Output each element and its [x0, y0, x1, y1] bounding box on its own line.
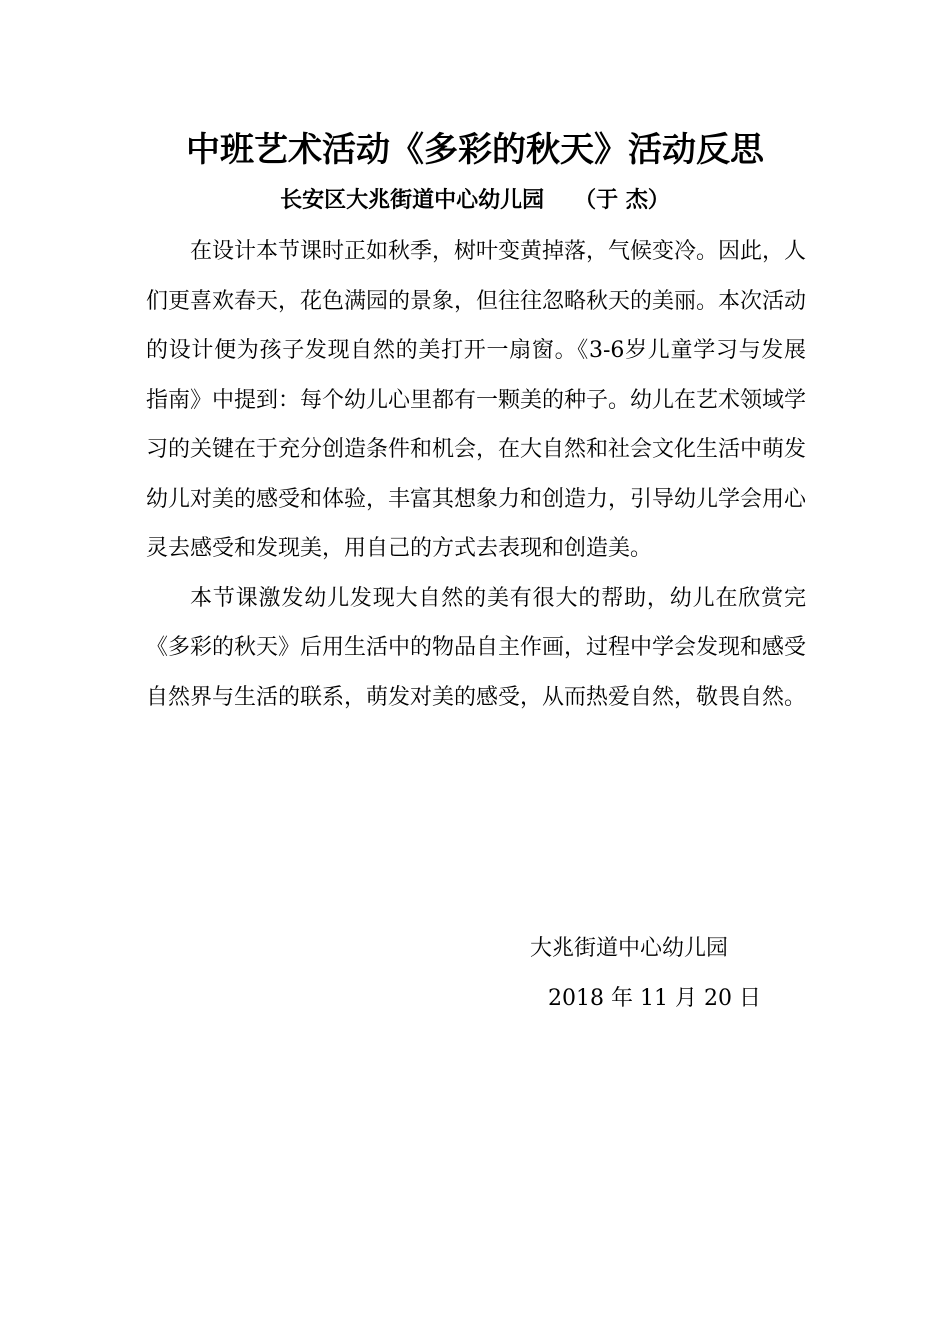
document-body: [146, 227, 806, 722]
subtitle-organization: 长安区大兆街道中心幼儿园: [280, 187, 545, 213]
body-paragraph-2: 本节课激发幼儿发现大自然的美有很大的帮助，幼儿在欣赏完《多彩的秋天》后用生活中的物品自主作画，过程中学会发现和感受自然界与生活的联系，萌发对美的感受，从而热爱自然，敬畏自然。: [146, 585, 807, 710]
signature-organization: 大兆街道中心幼儿园: [530, 936, 729, 961]
signature-block: [500, 924, 800, 1024]
signature-date: 2018 年 11 月 20 日: [548, 986, 761, 1011]
body-paragraph-1: 在设计本节课时正如秋季，树叶变黄掉落，气候变冷。因此，人们更喜欢春天，花色满园的景象，但往往忽略秋天的美丽。本次活动的设计便为孩子发现自然的美打开一扇窗。《3-6岁儿童学习与发展指南》中提到：每个幼儿心里都有一颗美的种子。幼儿在艺术领域学习的关键在于充分创造条件和机会，在大自然和社会文化生活中萌发幼儿对美的感受和体验，丰富其想象力和创造力，引导幼儿学会用心灵去感受和发现美，用自己的方式去表现和创造美。: [146, 239, 807, 561]
document-title: 中班艺术活动《多彩的秋天》活动反思: [186, 130, 764, 170]
subtitle-author: （于 杰）: [574, 187, 670, 213]
document-subtitle: [0, 183, 950, 217]
